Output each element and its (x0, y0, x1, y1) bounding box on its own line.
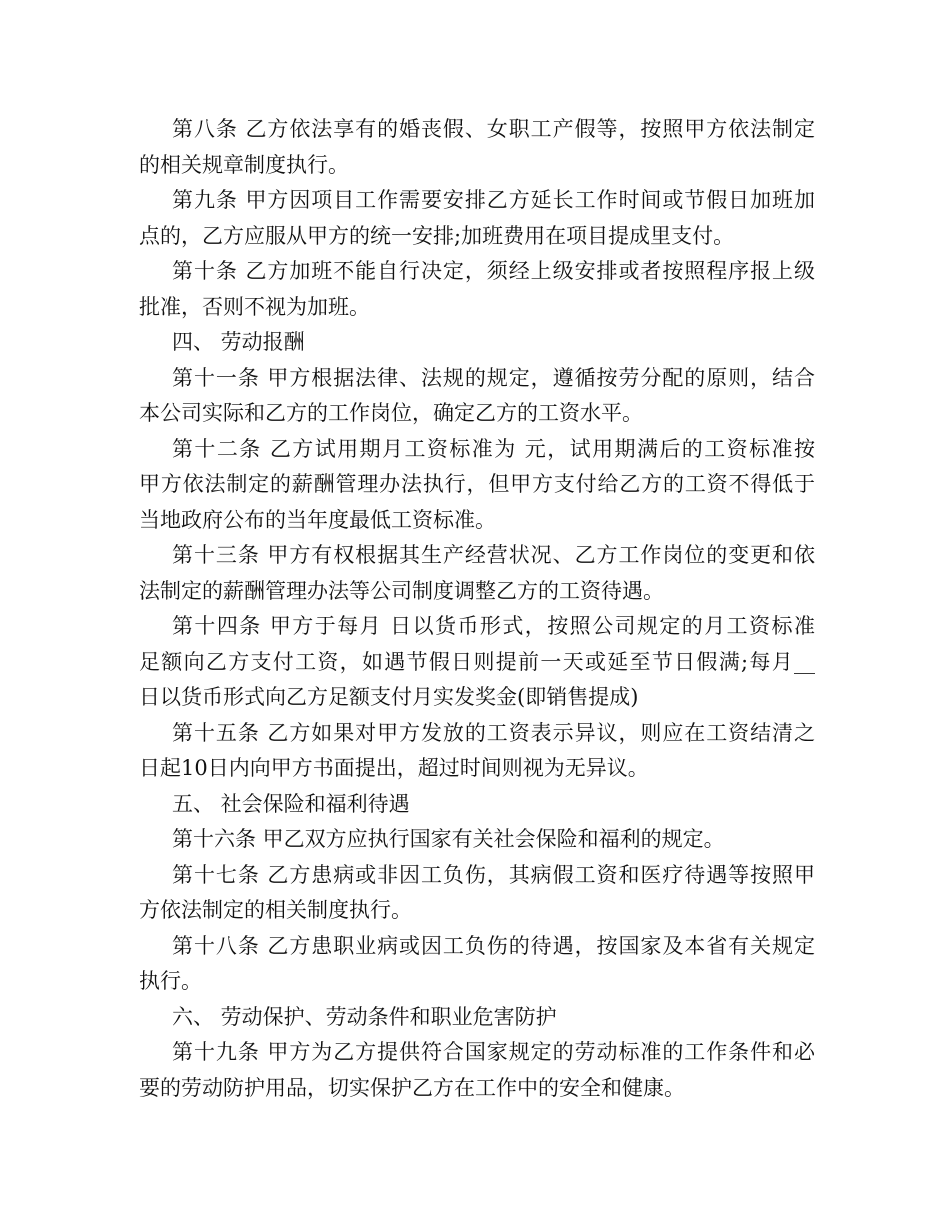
text-line: 第十条 乙方加班不能自行决定，须经上级安排或者按照程序报上级 (172, 259, 815, 283)
text-line: 第八条 乙方依法享有的婚丧假、女职工产假等，按照甲方依法制定 (172, 117, 815, 141)
section-heading-labor-protection (139, 1000, 815, 1036)
text-line: 要的劳动防护用品，切实保护乙方在工作中的安全和健康。 (139, 1075, 685, 1100)
clause-8 (139, 112, 815, 183)
text-line: 日起10日内向甲方书面提出，超过时间则视为无异议。 (139, 756, 649, 780)
text-line: 本公司实际和乙方的工作岗位，确定乙方的工资水平。 (139, 401, 643, 425)
text-line: 法制定的薪酬管理办法等公司制度调整乙方的工资待遇。 (139, 578, 664, 603)
clause-16 (139, 822, 815, 858)
clause-14 (139, 609, 815, 716)
text-line: 日以货币形式向乙方足额支付月实发奖金(即销售提成) (139, 685, 639, 709)
text-line: 第十七条 乙方患病或非因工负伤，其病假工资和医疗待遇等按照甲 (172, 862, 815, 887)
text-line: 执行。 (139, 969, 202, 993)
text-line: 第十一条 甲方根据法律、法规的规定，遵循按劳分配的原则，结合 (172, 365, 815, 390)
text-line: 批准，否则不视为加班。 (139, 294, 370, 319)
text-line: 第十四条 甲方于每月 日以货币形式，按照公司规定的月工资标准 (172, 614, 815, 638)
section-heading: 六、 劳动保护、劳动条件和职业危害防护 (172, 1004, 557, 1029)
clause-18 (139, 929, 815, 1000)
text-line: 第十二条 乙方试用期月工资标准为 元，试用期满后的工资标准按 (172, 436, 815, 461)
clause-15 (139, 716, 815, 787)
text-line: 第十六条 甲乙双方应执行国家有关社会保险和福利的规定。 (172, 827, 725, 851)
clause-19 (139, 1035, 815, 1106)
clause-10 (139, 254, 815, 325)
text-line: 足额向乙方支付工资，如遇节假日则提前一天或延至节日假满;每月__ (139, 649, 815, 674)
clause-17 (139, 858, 815, 929)
text-line: 当地政府公布的当年度最低工资标准。 (139, 507, 496, 532)
clause-12 (139, 432, 815, 539)
clause-11 (139, 361, 815, 432)
section-heading: 五、 社会保险和福利待遇 (172, 791, 410, 816)
section-heading-remuneration (139, 325, 815, 361)
section-heading-social-insurance (139, 787, 815, 823)
text-line: 第九条 甲方因项目工作需要安排乙方延长工作时间或节假日加班加 (172, 188, 815, 212)
text-line: 方依法制定的相关制度执行。 (139, 898, 412, 922)
text-line: 第十九条 甲方为乙方提供符合国家规定的劳动标准的工作条件和必 (172, 1040, 815, 1064)
text-line: 第十五条 乙方如果对甲方发放的工资表示异议，则应在工资结清之 (172, 720, 815, 745)
text-line: 第十三条 甲方有权根据其生产经营状况、乙方工作岗位的变更和依 (172, 543, 815, 567)
section-heading: 四、 劳动报酬 (172, 330, 305, 354)
text-line: 点的，乙方应服从甲方的统一安排;加班费用在项目提成里支付。 (139, 223, 735, 248)
text-line: 的相关规章制度执行。 (139, 152, 349, 177)
text-line: 第十八条 乙方患职业病或因工负伤的待遇，按国家及本省有关规定 (172, 933, 815, 958)
text-line: 甲方依法制定的薪酬管理办法执行，但甲方支付给乙方的工资不得低于 (139, 472, 815, 496)
document-body (139, 112, 815, 1106)
clause-13 (139, 538, 815, 609)
clause-9 (139, 183, 815, 254)
